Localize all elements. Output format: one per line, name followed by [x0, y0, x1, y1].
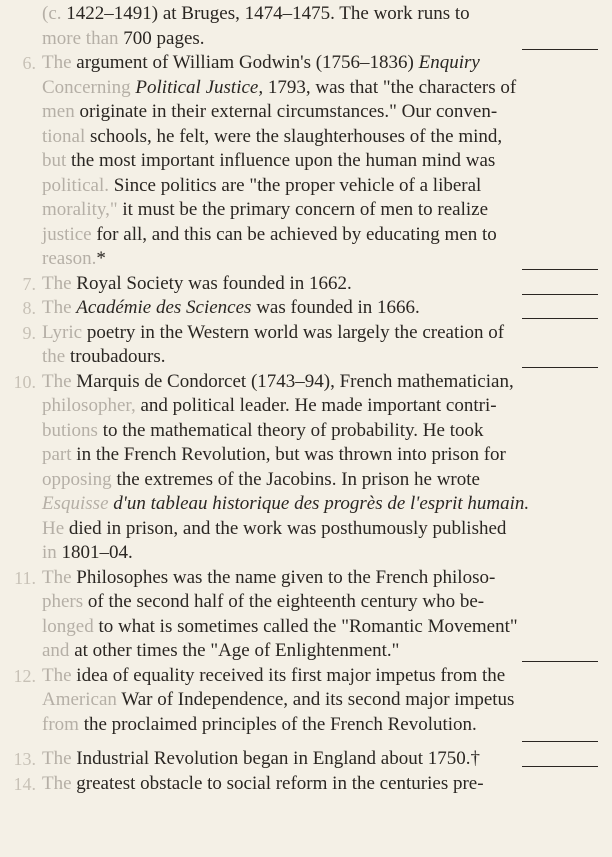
text-line: political. Since politics are "the proper vehicle of a liberal [42, 174, 482, 196]
text-line: (c. 1422–1491) at Bruges, 1474–1475. The work runs to [42, 3, 470, 24]
text-line: 11. The Philosophes was the name given to the French philoso- [14, 566, 496, 588]
answer-blank[interactable] [522, 766, 598, 767]
text-line: 7. The Royal Society was founded in 1662. [0, 272, 612, 297]
faded-text: The [42, 748, 77, 769]
text-line: from the proclaimed principles of the French Revolution. [42, 713, 477, 735]
text-line: longed to what is sometimes called the "Romantic Movement" [42, 615, 518, 637]
answer-blank[interactable] [522, 318, 598, 319]
text-line: philosopher, and political leader. He made important contri- [42, 395, 497, 416]
text-line: tional schools, he felt, were the slaughterhouses of the mind, [42, 125, 503, 147]
text-line: 10. The Marquis de Condorcet (1743–94), French mathematician, [13, 370, 514, 392]
item-number: 13. [13, 749, 36, 769]
text-line: more than 700 pages. [0, 27, 612, 52]
answer-blank[interactable] [522, 294, 598, 295]
text-line: morality," it must be the primary concern of men to realize [42, 199, 489, 220]
text-line: justice for all, and this can be achieved by educating men to [42, 223, 497, 245]
text-line: part in the French Revolution, but was thrown into prison for [42, 444, 506, 465]
text-line: Concerning Political Justice, 1793, was that "the characters of [42, 76, 517, 98]
text-line: butions to the mathematical theory of probability. He took [42, 419, 484, 441]
answer-blank[interactable] [522, 661, 598, 662]
text-line: opposing the extremes of the Jacobins. In prison he wrote [42, 468, 480, 490]
faded-text: The [42, 772, 77, 794]
text-line: phers of the second half of the eighteenth century who be- [42, 591, 485, 612]
text-line: 9. Lyric poetry in the Western world was largely the creation of [22, 321, 505, 343]
line-text [42, 747, 480, 772]
text-line: American War of Independence, and its second major impetus [42, 689, 515, 710]
text-line: men originate in their external circumstances." Our conven- [42, 101, 498, 122]
answer-blank[interactable] [522, 269, 598, 270]
text-line [0, 747, 612, 772]
text-line: in 1801–04. [42, 542, 133, 563]
text-line: Esquisse d'un tableau historique des progrès de l'esprit humain. [42, 493, 530, 514]
text-line: reason.* [0, 247, 612, 272]
answer-blank[interactable] [522, 367, 598, 368]
text-line: 12. The idea of equality received its first major impetus from the [13, 664, 506, 686]
body-text: greatest obstacle to social reform in the centuries pre- [76, 772, 484, 794]
text-line: the troubadours. [0, 345, 612, 370]
text-line: 8. The Académie des Sciences was founded in 1666. [0, 296, 612, 321]
answer-blank[interactable] [522, 741, 598, 742]
text-line [0, 772, 612, 797]
body-text: Industrial Revolution began in England about 1750.† [76, 748, 480, 769]
item-number: 14. [13, 773, 36, 794]
answer-blank[interactable] [522, 49, 598, 50]
text-line: and at other times the "Age of Enlightenment." [0, 639, 612, 664]
text-line: He died in prison, and the work was posthumously published [42, 517, 507, 539]
line-text [42, 772, 484, 797]
text-line: 6. The argument of William Godwin's (1756–1836) Enquiry [22, 52, 480, 73]
text-line: but the most important influence upon the human mind was [42, 150, 496, 171]
